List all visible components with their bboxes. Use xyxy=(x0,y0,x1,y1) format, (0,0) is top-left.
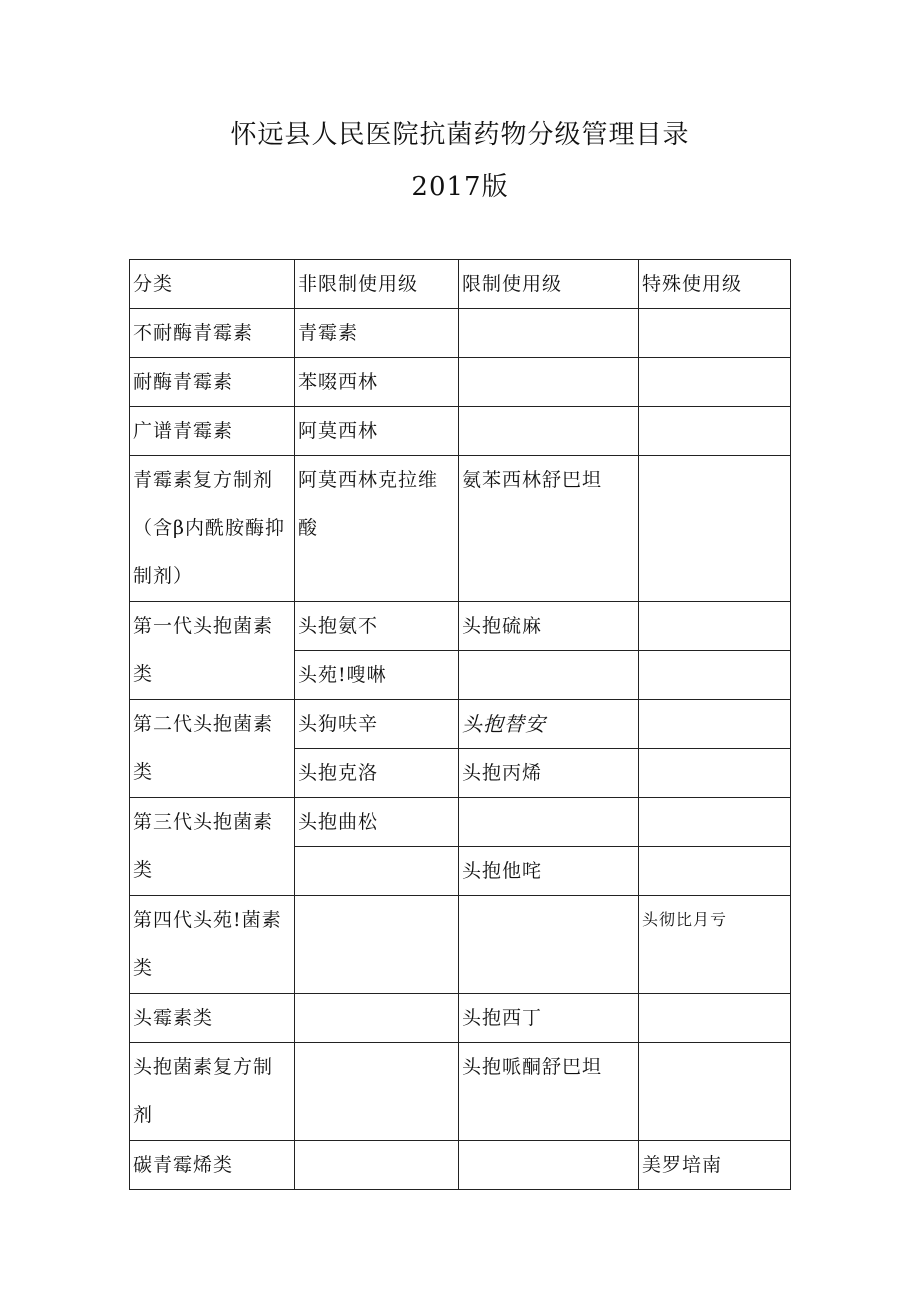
cell-unrestricted xyxy=(295,847,459,896)
cell-unrestricted xyxy=(295,994,459,1043)
antibiotic-catalog-table xyxy=(129,259,791,1190)
cell-unrestricted: 阿莫西林 xyxy=(295,407,459,456)
cell-restricted: 氨苯西林舒巴坦 xyxy=(459,456,639,602)
cell-category: 耐酶青霉素 xyxy=(130,358,295,407)
cell-category: 青霉素复方制剂（含β内酰胺酶抑制剂） xyxy=(130,456,295,602)
cell-category: 第二代头抱菌素类 xyxy=(130,700,295,798)
cell-restricted: 头抱哌酮舒巴坦 xyxy=(459,1043,639,1141)
cell-restricted xyxy=(459,358,639,407)
cell-restricted: 头抱丙烯 xyxy=(459,749,639,798)
table-row xyxy=(130,700,791,749)
header-special: 特殊使用级 xyxy=(639,260,791,309)
header-restricted: 限制使用级 xyxy=(459,260,639,309)
cell-special xyxy=(639,309,791,358)
table-row xyxy=(130,896,791,994)
cell-category: 不耐酶青霉素 xyxy=(130,309,295,358)
cell-special xyxy=(639,651,791,700)
cell-unrestricted: 阿莫西林克拉维酸 xyxy=(295,456,459,602)
header-unrestricted: 非限制使用级 xyxy=(295,260,459,309)
cell-restricted xyxy=(459,309,639,358)
table-row xyxy=(130,798,791,847)
cell-category: 广谱青霉素 xyxy=(130,407,295,456)
cell-restricted: 头抱他咤 xyxy=(459,847,639,896)
cell-special xyxy=(639,798,791,847)
cell-category: 碳青霉烯类 xyxy=(130,1141,295,1190)
cell-restricted: 头抱替安 xyxy=(459,700,639,749)
cell-category: 头霉素类 xyxy=(130,994,295,1043)
cell-unrestricted: 头狗呋辛 xyxy=(295,700,459,749)
table-row xyxy=(130,1141,791,1190)
cell-unrestricted xyxy=(295,1141,459,1190)
header-category: 分类 xyxy=(130,260,295,309)
table-row xyxy=(130,1043,791,1141)
cell-unrestricted xyxy=(295,896,459,994)
page-title: 怀远县人民医院抗菌药物分级管理目录 xyxy=(230,120,690,150)
cell-restricted xyxy=(459,651,639,700)
cell-special: 美罗培南 xyxy=(639,1141,791,1190)
cell-category: 第四代头苑!菌素类 xyxy=(130,896,295,994)
cell-unrestricted: 头抱曲松 xyxy=(295,798,459,847)
table-row xyxy=(130,456,791,602)
cell-restricted xyxy=(459,1141,639,1190)
table-header-row xyxy=(130,260,791,309)
cell-special xyxy=(639,847,791,896)
cell-special xyxy=(639,602,791,651)
cell-category: 第一代头抱菌素类 xyxy=(130,602,295,700)
table-row xyxy=(130,602,791,651)
cell-special xyxy=(639,1043,791,1141)
cell-restricted: 头抱硫麻 xyxy=(459,602,639,651)
cell-special xyxy=(639,456,791,602)
page-subtitle: 2017版 xyxy=(411,172,509,202)
cell-restricted xyxy=(459,798,639,847)
table-row xyxy=(130,358,791,407)
cell-special xyxy=(639,358,791,407)
cell-category: 头抱菌素复方制剂 xyxy=(130,1043,295,1141)
cell-special xyxy=(639,700,791,749)
cell-category: 第三代头抱菌素类 xyxy=(130,798,295,896)
cell-restricted xyxy=(459,896,639,994)
cell-restricted: 头抱西丁 xyxy=(459,994,639,1043)
table-row xyxy=(130,407,791,456)
cell-special xyxy=(639,407,791,456)
table-row xyxy=(130,309,791,358)
cell-unrestricted: 头抱克洛 xyxy=(295,749,459,798)
cell-unrestricted: 头苑!嗖啉 xyxy=(295,651,459,700)
cell-unrestricted xyxy=(295,1043,459,1141)
cell-unrestricted: 苯啜西林 xyxy=(295,358,459,407)
cell-special xyxy=(639,749,791,798)
table-row xyxy=(130,994,791,1043)
cell-special: 头彻比月亏 xyxy=(639,896,791,994)
cell-restricted xyxy=(459,407,639,456)
cell-unrestricted: 头抱氨不 xyxy=(295,602,459,651)
cell-unrestricted: 青霉素 xyxy=(295,309,459,358)
cell-special xyxy=(639,994,791,1043)
